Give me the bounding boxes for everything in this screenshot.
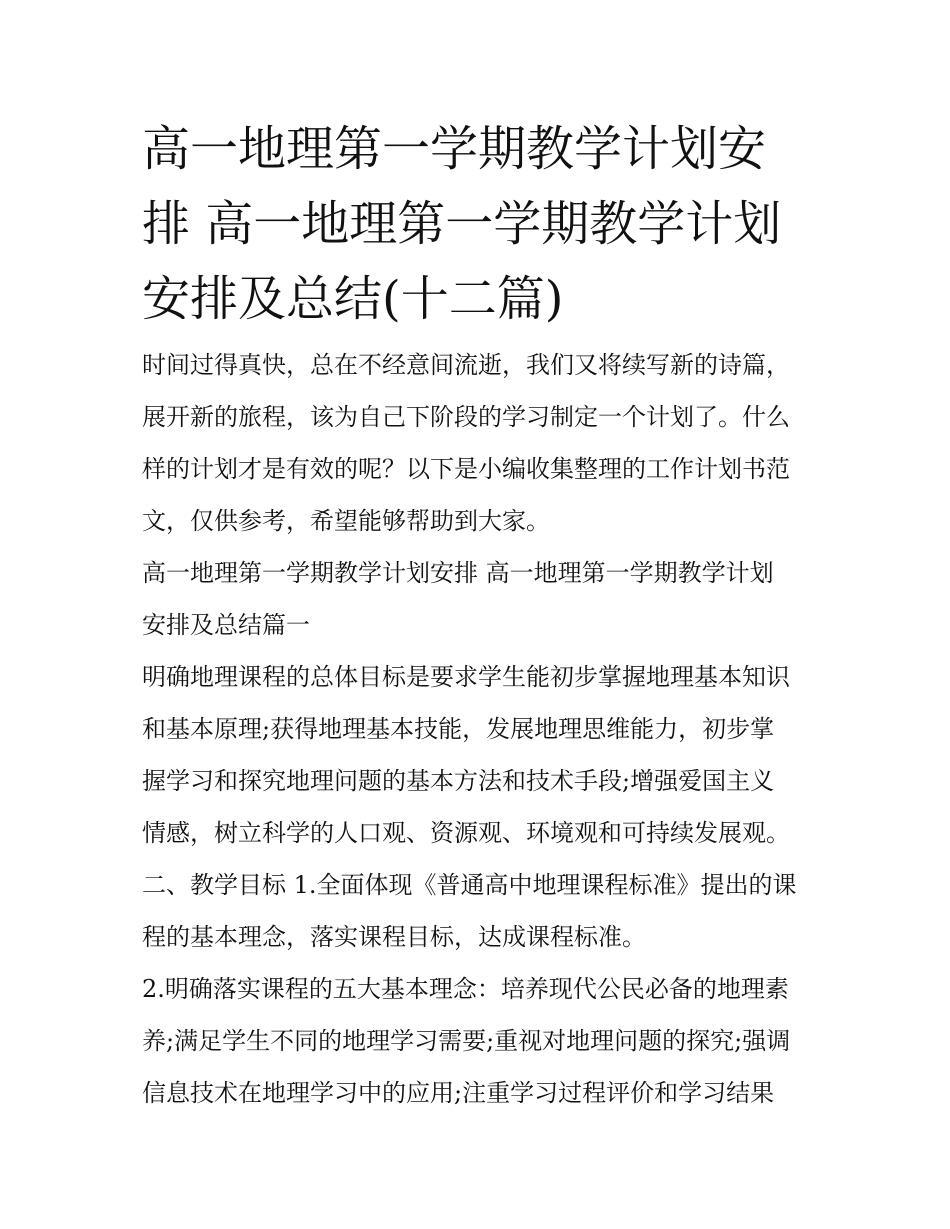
document-title <box>142 112 814 337</box>
teaching-objectives-paragraph: 二、教学目标 1.全面体现《普通高中地理课程标准》提出的课 程的基本理念，落实课程目标，达成课程标准。 <box>142 871 797 951</box>
intro-paragraph: 时间过得真快，总在不经意间流逝，我们又将续写新的诗篇， 展开新的旅程，该为自己下阶段的学习制定一个计划了。什么 样的计划才是有效的呢？以下是小编收集整理的工作计划书范 文，仅供参考，希望能够帮助到大家。 <box>142 351 790 535</box>
goal-paragraph: 明确地理课程的总体目标是要求学生能初步掌握地理基本知识 和基本原理;获得地理基本技能，发展地理思维能力，初步掌 握学习和探究地理问题的基本方法和技术手段;增强爱国主义 情感，树立科学的人口观、资源观、环境观和可持续发展观。 <box>142 663 790 847</box>
title-line: 安排及总结(十二篇) <box>142 271 564 327</box>
curriculum-concepts-paragraph: 2.明确落实课程的五大基本理念：培养现代公民必备的地理素 养;满足学生不同的地理学习需要;重视对地理问题的探究;强调 信息技术在地理学习中的应用;注重学习过程评价和学习结果 <box>142 975 791 1107</box>
title-line: 高一地理第一学期教学计划安 <box>142 121 767 177</box>
title-line: 排 高一地理第一学期教学计划 <box>142 196 782 252</box>
document-page <box>142 112 814 1119</box>
section-heading: 高一地理第一学期教学计划安排 高一地理第一学期教学计划 安排及总结篇一 <box>142 559 774 639</box>
